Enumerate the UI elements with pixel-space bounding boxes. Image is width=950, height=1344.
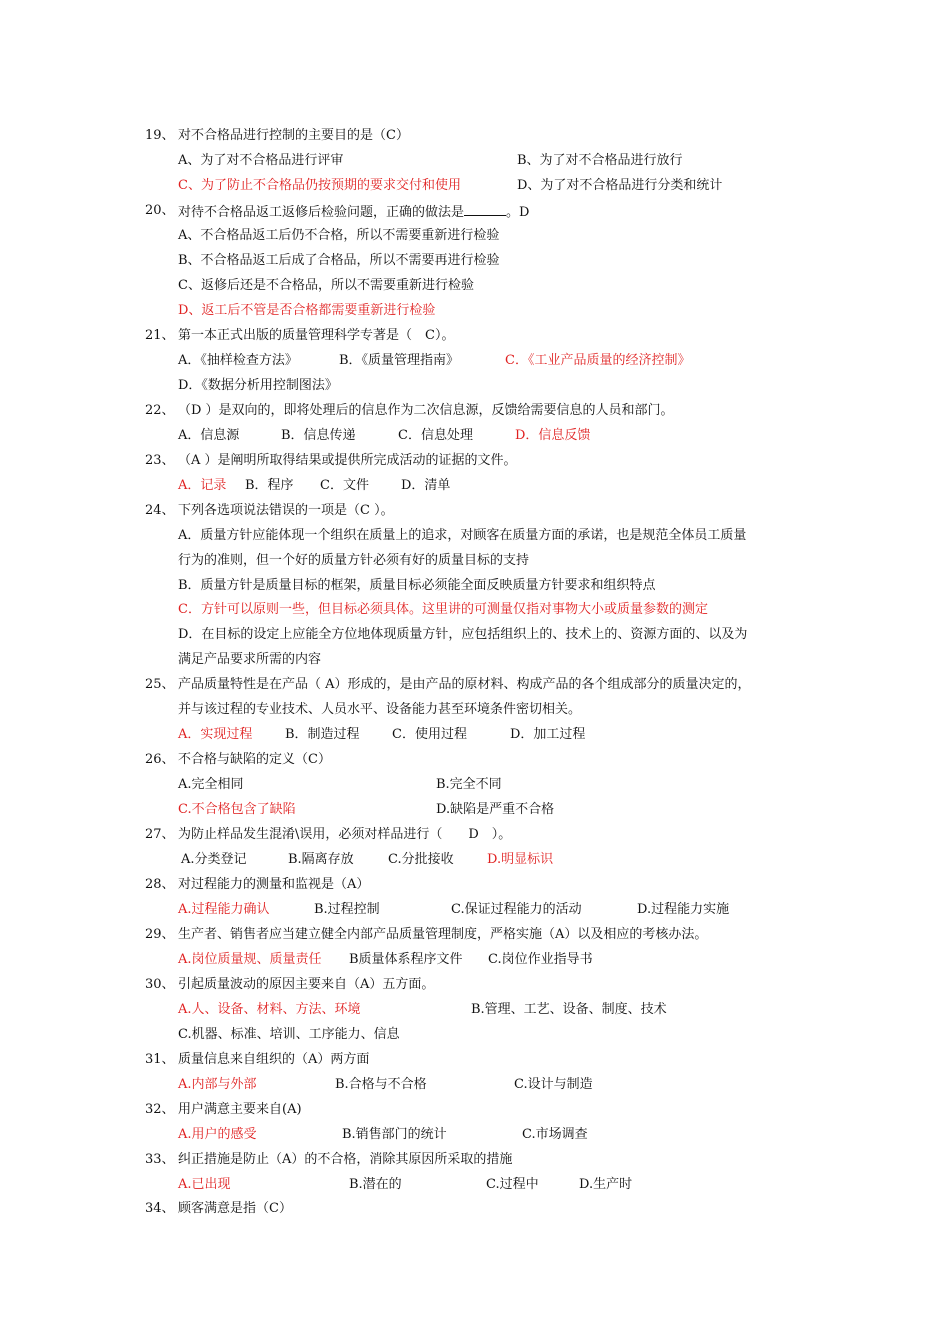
option-33-b: B.潜在的: [349, 1177, 402, 1192]
option-31-c: C.设计与制造: [514, 1077, 593, 1092]
question-number: 29、: [145, 927, 175, 942]
option-24-b: B．质量方针是质量目标的框架，质量目标必须能全面反映质量方针要求和组织特点: [178, 578, 656, 593]
question-number: 33、: [145, 1152, 175, 1167]
option-27-b: B.隔离存放: [288, 852, 354, 867]
option-20-b: B、不合格品返工后成了合格品，所以不需要再进行检验: [178, 253, 500, 268]
question-number: 32、: [145, 1102, 175, 1117]
question-20: [0, 201, 950, 221]
question-25-text-line2: 并与该过程的专业技术、人员水平、设备能力甚至环境条件密切相关。: [178, 702, 582, 717]
option-29-a: A.岗位质量规、质量责任: [178, 952, 322, 967]
question-24: [0, 501, 950, 521]
option-24-d-line1: D．在目标的设定上应能全方位地体现质量方针，应包括组织上的、技术上的、资源方面的、以及为: [178, 627, 748, 642]
question-text: 不合格与缺陷的定义（C）: [178, 752, 331, 767]
option-25-a: A．实现过程: [178, 727, 253, 742]
option-33-a: A.已出现: [178, 1177, 231, 1192]
question-number: 22、: [145, 403, 175, 418]
question-number: 21、: [145, 328, 175, 343]
question-25: [0, 675, 950, 695]
option-30-a: A.人、设备、材料、方法、环境: [178, 1002, 361, 1017]
option-23-c: C．文件: [320, 478, 369, 493]
option-24-d-line2: 满足产品要求所需的内容: [178, 652, 322, 667]
question-27: [0, 825, 950, 845]
option-27-c: C.分批接收: [388, 852, 454, 867]
question-number: 19、: [145, 128, 175, 143]
question-19: [0, 126, 950, 146]
option-28-b: B.过程控制: [314, 902, 380, 917]
question-text: 第一本正式出版的质量管理科学专著是（ C）。: [178, 328, 455, 343]
option-22-a: A．信息源: [178, 428, 240, 443]
option-19-b: B、为了对不合格品进行放行: [517, 153, 683, 168]
question-text: 为防止样品发生混淆\误用，必须对样品进行（ D ）。: [178, 827, 512, 842]
question-text-post: 。D: [506, 205, 530, 220]
question-29: [0, 925, 950, 945]
question-number: 24、: [145, 503, 175, 518]
option-21-b: B．《质量管理指南》: [339, 353, 460, 368]
option-22-c: C．信息处理: [398, 428, 473, 443]
option-27-a: A.分类登记: [181, 852, 247, 867]
question-text: 产品质量特性是在产品（ A）形成的，是由产品的原材料、构成产品的各个组成部分的质量决定的，: [178, 677, 751, 692]
question-30: [0, 975, 950, 995]
question-text: 质量信息来自组织的（A）两方面: [178, 1052, 370, 1067]
question-text: [178, 201, 529, 223]
question-number: 25、: [145, 677, 175, 692]
question-text: 纠正措施是防止（A）的不合格，消除其原因所采取的措施: [178, 1152, 513, 1167]
option-24-c: C．方针可以原则一些，但目标必须具体。这里讲的可测量仅指对事物大小或质量参数的测定: [178, 602, 708, 617]
option-32-c: C.市场调查: [522, 1127, 588, 1142]
question-32: [0, 1100, 950, 1120]
option-30-c: C.机器、标准、培训、工序能力、信息: [178, 1027, 400, 1042]
question-34: [0, 1199, 950, 1219]
question-21: [0, 326, 950, 346]
option-21-c: C．《工业产品质量的经济控制》: [505, 353, 691, 368]
question-text: 对不合格品进行控制的主要目的是（C）: [178, 128, 409, 143]
question-31: [0, 1050, 950, 1070]
option-24-a-line1: A．质量方针应能体现一个组织在质量上的追求，对顾客在质量方面的承诺，也是规范全体员工质量: [178, 528, 747, 543]
question-text: 对过程能力的测量和监视是（A）: [178, 877, 370, 892]
option-28-c: C.保证过程能力的活动: [451, 902, 582, 917]
option-25-c: C．使用过程: [392, 727, 467, 742]
question-text: （A ）是阐明所取得结果或提供所完成活动的证据的文件。: [178, 453, 517, 468]
question-number: 34、: [145, 1201, 175, 1216]
question-text: 引起质量波动的原因主要来自（A）五方面。: [178, 977, 435, 992]
option-22-d: D．信息反馈: [515, 428, 591, 443]
option-29-b: B质量体系程序文件: [349, 952, 463, 967]
option-28-a: A.过程能力确认: [178, 902, 270, 917]
option-22-b: B．信息传递: [281, 428, 356, 443]
option-19-d: D、为了对不合格品进行分类和统计: [517, 178, 723, 193]
question-number: 20、: [145, 203, 175, 218]
question-text: 生产者、销售者应当建立健全内部产品质量管理制度，严格实施（A）以及相应的考核办法。: [178, 927, 708, 942]
option-26-a: A.完全相同: [178, 777, 244, 792]
option-23-d: D．清单: [401, 478, 451, 493]
question-33: [0, 1150, 950, 1170]
option-23-a: A．记录: [178, 478, 227, 493]
question-number: 27、: [145, 827, 175, 842]
option-31-b: B.合格与不合格: [335, 1077, 427, 1092]
option-21-d: D．《数据分析用控制图法》: [178, 378, 338, 393]
option-31-a: A.内部与外部: [178, 1077, 257, 1092]
option-27-d: D.明显标识: [487, 852, 554, 867]
option-29-c: C.岗位作业指导书: [488, 952, 593, 967]
question-23: [0, 451, 950, 471]
option-23-b: B．程序: [245, 478, 294, 493]
question-28: [0, 875, 950, 895]
option-25-b: B．制造过程: [285, 727, 360, 742]
option-19-a: A、为了对不合格品进行评审: [178, 153, 344, 168]
question-22: [0, 401, 950, 421]
option-28-d: D.过程能力实施: [637, 902, 730, 917]
option-20-a: A、不合格品返工后仍不合格，所以不需要重新进行检验: [178, 228, 500, 243]
option-32-b: B.销售部门的统计: [342, 1127, 447, 1142]
option-33-c: C.过程中: [486, 1177, 539, 1192]
question-text-pre: 对待不合格品返工返修后检验问题，正确的做法是: [178, 205, 465, 220]
option-24-a-line2: 行为的准则，但一个好的质量方针必须有好的质量目标的支持: [178, 553, 530, 568]
question-number: 23、: [145, 453, 175, 468]
question-text: （D ）是双向的，即将处理后的信息作为二次信息源，反馈给需要信息的人员和部门。: [178, 403, 674, 418]
option-19-c: C、为了防止不合格品仍按预期的要求交付和使用: [178, 178, 461, 193]
question-number: 31、: [145, 1052, 175, 1067]
option-25-d: D．加工过程: [510, 727, 586, 742]
option-30-b: B.管理、工艺、设备、制度、技术: [471, 1002, 667, 1017]
question-text: 顾客满意是指（C）: [178, 1201, 292, 1216]
question-number: 26、: [145, 752, 175, 767]
question-number: 30、: [145, 977, 175, 992]
question-text: 下列各选项说法错误的一项是（C ）。: [178, 503, 394, 518]
fill-blank: [464, 201, 506, 216]
option-20-d: D、返工后不管是否合格都需要重新进行检验: [178, 303, 436, 318]
option-26-b: B.完全不同: [436, 777, 502, 792]
question-number: 28、: [145, 877, 175, 892]
option-20-c: C、返修后还是不合格品，所以不需要重新进行检验: [178, 278, 474, 293]
option-21-a: A．《抽样检查方法》: [178, 353, 298, 368]
option-26-d: D.缺陷是严重不合格: [436, 802, 555, 817]
option-33-d: D.生产时: [579, 1177, 633, 1192]
question-text: 用户满意主要来自(A): [178, 1102, 302, 1117]
option-32-a: A.用户的感受: [178, 1127, 257, 1142]
option-26-c: C.不合格包含了缺陷: [178, 802, 296, 817]
question-26: [0, 750, 950, 770]
